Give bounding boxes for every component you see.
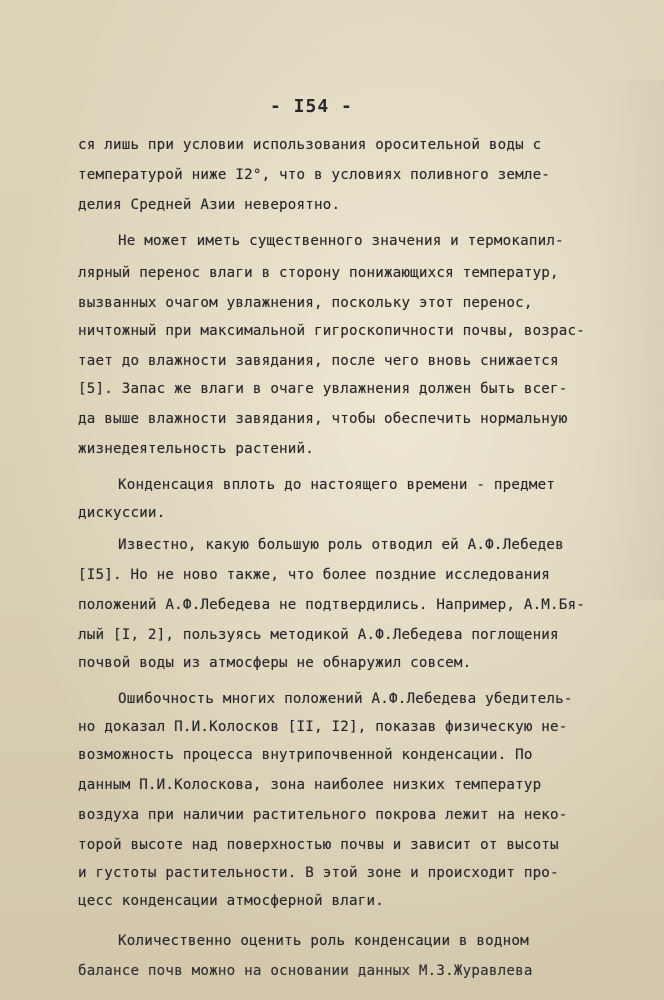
text-line: и густоты растительности. В этой зоне и происходит про- — [78, 865, 559, 881]
text-line: температурой ниже I2°, что в условиях поливного земле- — [78, 167, 551, 183]
text-line: делия Средней Азии невероятно. — [78, 197, 341, 213]
text-line: [5]. Запас же влаги в очаге увлажнения должен быть всег- — [78, 381, 568, 397]
text-line: данным П.И.Колоскова, зона наиболее низких температур — [78, 777, 542, 793]
text-line: цесс конденсации атмосферной влаги. — [78, 893, 384, 909]
text-line: лярный перенос влаги в сторону понижающихся температур, — [78, 265, 559, 281]
text-line: тает до влажности завядания, после чего вновь снижается — [78, 353, 559, 369]
text-line: воздуха при наличии растительного покрова лежит на неко- — [78, 807, 568, 823]
text-line: ся лишь при условии использования оросительной воды с — [78, 137, 542, 153]
text-line: Количественно оценить роль конденсации в водном — [118, 933, 529, 949]
page-number: - I54 - — [270, 96, 353, 117]
text-line: ничтожный при максимальной гигроскопичности почвы, возрас- — [78, 323, 586, 339]
text-line: Не может иметь существенного значения и термокапил- — [118, 233, 564, 249]
paper-shadow — [594, 80, 664, 600]
text-line: лый [I, 2], пользуясь методикой А.Ф.Лебедева поглощения — [78, 627, 559, 643]
text-line: да выше влажности завядания, чтобы обеспечить нормальную — [78, 411, 568, 427]
text-line: торой высоте над поверхностью почвы и зависит от высоты — [78, 837, 559, 853]
text-line: балансе почв можно на основании данных М.З.Журавлева — [78, 963, 533, 979]
text-line: почвой воды из атмосферы не обнаружил совсем. — [78, 655, 472, 671]
text-line: Известно, какую большую роль отводил ей А.Ф.Лебедев — [118, 537, 564, 553]
text-line: дискуссии. — [78, 505, 166, 521]
text-line: возможность процесса внутрипочвенной конденсации. По — [78, 747, 533, 763]
text-line: вызванных очагом увлажнения, поскольку этот перенос, — [78, 295, 533, 311]
text-line: жизнедеятельность растений. — [78, 441, 315, 457]
text-line: Ошибочность многих положений А.Ф.Лебедева убедитель- — [118, 691, 573, 707]
text-line: положений А.Ф.Лебедева не подтвердились. Например, А.М.Бя- — [78, 597, 586, 613]
text-line: [I5]. Но не ново также, что более поздние исследования — [78, 567, 551, 583]
text-line: Конденсация вплоть до настоящего времени - предмет — [118, 477, 556, 493]
text-line: но доказал П.И.Колосков [II, I2], показав физическую не- — [78, 719, 568, 735]
